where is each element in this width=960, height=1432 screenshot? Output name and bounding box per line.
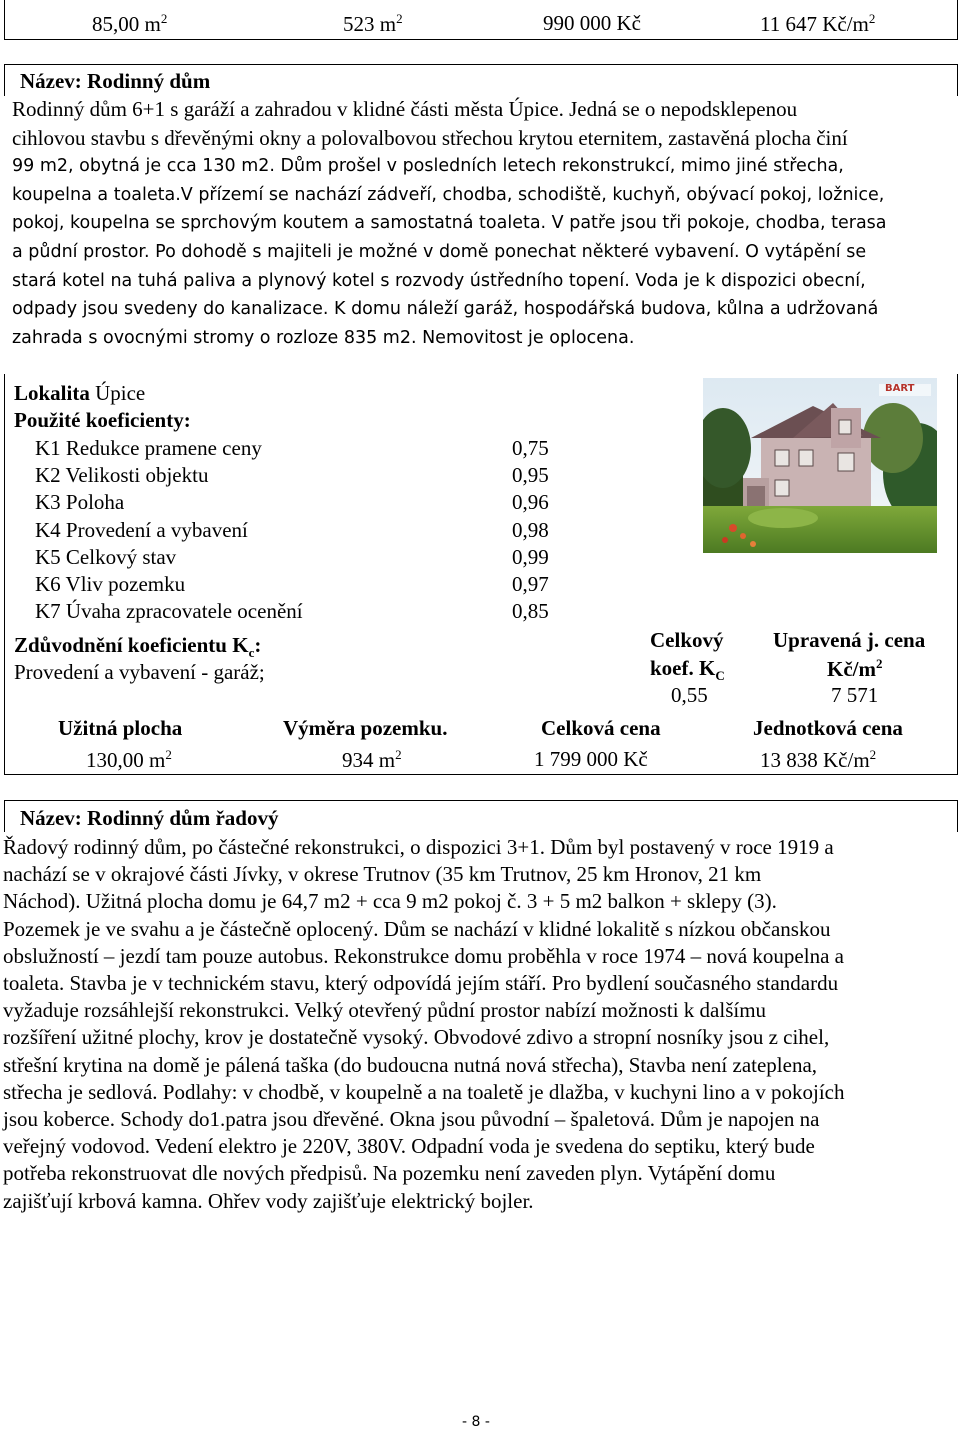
property1-description-line: stará kotel na tuhá paliva a plynový kotel s rozvody ústředního topení. Voda je k dispozici obecní, — [12, 270, 866, 291]
locality — [14, 381, 145, 406]
property2-description-line: Řadový rodinný dům, po částečné rekonstrukci, o dispozici 3+1. Dům byl postavený v roce 1919 a — [3, 835, 834, 859]
header-land-area: Výměra pozemku. — [283, 716, 448, 740]
total-coef-label: Celkový — [650, 628, 724, 652]
coef-value: 0,97 — [512, 572, 549, 596]
property1-description-line: odpady jsou svedeny do kanalizace. K domu náleží garáž, hospodářská budova, kůlna a udržovaná — [12, 299, 879, 320]
property2-description-line: jsou koberce. Schody do1.patra jsou dřevěné. Okna jsou původní – špaletová. Dům je napojen na — [3, 1107, 820, 1132]
property2-description-line: rozšíření užitné plochy, krov je dostatečně vysoký. Obvodové zdivo a stropní nosníky jsou z cihel, — [3, 1025, 830, 1050]
property2-description-line: toaleta. Stavba je v technickém stavu, který odpovídá jejím stáří. Pro bydlení současného standardu — [3, 971, 839, 996]
property2-description-line: střešní krytina na domě je pálená taška (do budoucna nutná nová střecha), Stavba není zateplena, — [3, 1052, 818, 1077]
property1-description-line: zahrada s ovocnými stromy o rozloze 835 m2. Nemovitost je oplocena. — [12, 327, 635, 348]
page-number: - 8 - — [462, 1414, 490, 1430]
total-coef-label-2: koef. $K_C$ — [650, 656, 725, 684]
valuation-bottom-border — [4, 774, 958, 775]
header-usable-area: Užitná plocha — [58, 716, 183, 740]
coef-value: 0,99 — [512, 545, 549, 569]
adjusted-price-label: Upravená j. cena — [773, 628, 926, 652]
coef-label: K6 Vliv pozemku — [35, 572, 186, 596]
locality-value: Úpice — [95, 381, 146, 405]
coef-label: K1 Redukce pramene ceny — [35, 436, 262, 460]
top-row-bottom-border — [4, 39, 958, 40]
adjusted-price-label-2: $Kč/m^2$ — [827, 656, 883, 681]
property1-description-line: Rodinný dům 6+1 s garáží a zahradou v klidné části města Úpice. Jedná se o nepodsklepenou — [12, 97, 798, 121]
locality-label: Lokalita — [14, 381, 90, 405]
value-unit-price: 13 838 $Kč/m^2$ — [760, 747, 877, 772]
header-unit-price: Jednotková cena — [753, 716, 903, 740]
property2-description-line: střecha je sedlová. Podlahy: v chodbě, v koupelně a na toaletě je dlažba, v kuchyni lino a v pokojích — [3, 1079, 845, 1104]
property2-name: Název: Rodinný dům řadový — [20, 806, 279, 830]
coef-value: 0,85 — [512, 599, 549, 623]
property1-name: Název: Rodinný dům — [20, 69, 211, 93]
property2-description-line: Náchod). Užitná plocha domu je 64,7 m2 + cca 9 m2 pokoj č. 3 + 5 m2 balkon + sklepy (3). — [3, 889, 777, 914]
coef-label: K2 Velikosti objektu — [35, 463, 209, 487]
house-photo-image — [703, 378, 937, 553]
top-row-unit-price: 11 647 $Kč/m^2$ — [760, 11, 876, 36]
property2-description-line: Pozemek je ve svahu a je částečně oplocený. Dům se nachází v klidné lokalitě s nízkou občanskou — [3, 916, 831, 941]
coefficients-heading: Použité koeficienty: — [14, 408, 191, 432]
property1-description — [12, 95, 887, 352]
property2-description-line: nachází se v okrajové části Jívky, v okrese Trutnov (35 km Trutnov, 25 km Hronov, 21 km — [3, 862, 762, 887]
property1-description-line: 99 m2, obytná je cca 130 m2. Dům prošel v posledních letech rekonstrukcí, mimo jiné střecha, — [12, 156, 844, 177]
property1-description-line: cihlovou stavbu s dřevěnými okny a polovalbovou střechou krytou eternitem, zastavěná plocha činí — [12, 125, 848, 150]
header-total-price: Celková cena — [541, 716, 661, 740]
value-total-price: 1 799 000 Kč — [534, 747, 648, 771]
property2-description-line: obslužností – jezdí tam pouze autobus. Rekonstrukce domu proběhla v roce 1974 – nová koupelna a — [3, 943, 844, 968]
total-coef-value: 0,55 — [671, 683, 708, 707]
property2-description-line: potřeba rekonstruovat dle nových předpisů. Na pozemku není zaveden plyn. Vytápění domu — [3, 1161, 776, 1186]
coef-label: K5 Celkový stav — [35, 545, 177, 569]
adjusted-price-value: 7 571 — [831, 683, 879, 707]
value-usable-area: 130,00 $m^2$ — [86, 747, 172, 772]
house-photo — [703, 378, 937, 553]
property1-description-line: a půdní prostor. Po dohodě s majiteli je možné v domě ponechat některé vybavení. O vytápění se — [12, 241, 867, 262]
property2-description-line: vyžaduje rozsáhlejší rekonstrukci. Velký otevřený půdní prostor nabízí možnosti k dalšímu — [3, 998, 767, 1023]
justification-text: Provedení a vybavení - garáž; — [14, 660, 265, 684]
top-row-land: 523 $m^2$ — [343, 11, 403, 36]
coef-value: 0,98 — [512, 518, 549, 542]
property1-description-line: koupelna a toaleta.V přízemí se nachází zádveří, chodba, schodiště, kuchyň, obývací pokoj, ložnice, — [12, 184, 885, 205]
coef-label: K4 Provedení a vybavení — [35, 518, 248, 542]
justification-heading: Zdůvodnění koeficientu $K_c$: — [14, 633, 262, 661]
photo-watermark-logo: BART — [885, 383, 915, 394]
coef-label: K7 Úvaha zpracovatele ocenění — [35, 599, 303, 623]
property2-description-line: zajišťují krbová kamna. Ohřev vody zajišťuje elektrický bojler. — [3, 1188, 534, 1213]
property2-description-line: veřejný vodovod. Vedení elektro je 220V, 380V. Odpadní voda je svedena do septiku, který bude — [3, 1134, 815, 1159]
coef-value: 0,75 — [512, 436, 549, 460]
top-row-price: 990 000 Kč — [543, 11, 641, 35]
coef-label: K3 Poloha — [35, 490, 125, 514]
top-row-area: 85,00 $m^2$ — [92, 11, 168, 36]
property1-description-line: pokoj, koupelna se sprchovým koutem a samostatná toaleta. V patře jsou tři pokoje, chodba, terasa — [12, 213, 887, 234]
value-land-area: 934 $m^2$ — [342, 747, 402, 772]
coef-value: 0,95 — [512, 463, 549, 487]
property2-description — [3, 834, 845, 1215]
coef-value: 0,96 — [512, 490, 549, 514]
